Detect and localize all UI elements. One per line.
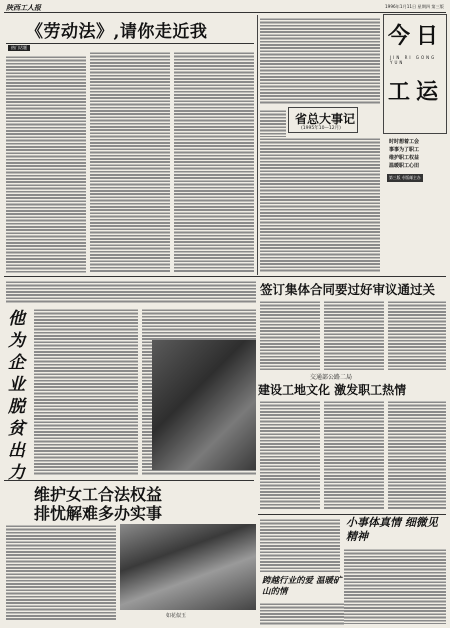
date-line: 1996年1月11日 星期四 第三版	[385, 4, 444, 9]
enterprise-body-top	[6, 280, 256, 304]
title-rule	[6, 43, 254, 44]
construction-kicker: 交通部公路二局	[310, 374, 353, 381]
edition-title-char-3: 工	[388, 79, 411, 105]
divider	[4, 480, 254, 481]
winter-body	[260, 602, 344, 626]
performance-photo	[120, 524, 256, 610]
enterprise-body-left	[34, 308, 138, 476]
article-protect	[6, 482, 256, 622]
construction-body-col3	[388, 400, 446, 510]
article-winter	[260, 576, 344, 626]
edition-pinyin: JIN RI GONG YUN	[390, 55, 437, 65]
article-body-col2	[90, 51, 170, 273]
collective-body-col2	[324, 300, 384, 370]
article-body-col1	[6, 55, 86, 273]
edition-block	[383, 14, 447, 274]
chronicle-body-top	[260, 17, 380, 105]
chronicle-subtitle: (1995年10—12月)	[301, 126, 341, 131]
divider	[258, 514, 446, 515]
enterprise-title: 他为企业脱贫出力	[8, 309, 25, 483]
construction-body-col2	[324, 400, 384, 510]
slogan: 时时想着工会	[389, 139, 420, 145]
chronicle-title-box	[288, 107, 358, 133]
protect-title-line2: 排忧解难多办实事	[34, 504, 163, 523]
edition-title-char-2: 日	[416, 23, 439, 49]
slogan: 事事为了职工	[389, 147, 420, 153]
article-chronicle	[260, 15, 380, 275]
article-title: 《劳动法》,请你走近我	[26, 22, 208, 42]
winter-title: 跨越行业的爱 温暖矿山的情	[262, 576, 342, 597]
news-photo	[152, 340, 256, 470]
editor-line: 第三版 专版邮主办	[389, 175, 421, 180]
collective-title: 签订集体合同要过好审议通过关	[260, 282, 436, 297]
slogan: 维护职工权益	[389, 155, 420, 161]
slogan: 温暖职工心田	[389, 163, 420, 169]
divider	[4, 276, 446, 277]
small-matters-title: 小事体真情 细微见精神	[346, 516, 438, 543]
article-labor-law	[6, 15, 254, 275]
protect-title-line1: 维护女工合法权益	[34, 485, 163, 504]
paper-name: 陕西工人报	[6, 3, 41, 12]
column-rule	[257, 15, 258, 275]
chronicle-body-bottom	[260, 137, 380, 273]
section-tag: 热门话题	[8, 45, 30, 51]
collective-body-col1	[260, 300, 320, 370]
chronicle-body-left	[260, 109, 286, 139]
edition-slogans	[389, 138, 445, 170]
article-collective	[260, 278, 446, 300]
construction-body-col1	[260, 400, 320, 510]
edition-title-char-1: 今	[388, 23, 411, 49]
masthead-divider	[4, 12, 446, 13]
edition-title-char-4: 运	[416, 79, 439, 105]
small-matters-body	[344, 548, 446, 624]
collective-body-col3	[388, 300, 446, 370]
masthead	[4, 2, 446, 12]
chronicle-title: 省总大事记	[295, 112, 356, 126]
article-body-col3	[174, 51, 254, 273]
photo-caption: 如花似玉	[166, 613, 187, 619]
protect-body-col1	[6, 524, 116, 620]
bottom-body-left	[260, 518, 340, 572]
article-construction	[258, 372, 448, 512]
edition-title-box	[383, 14, 447, 134]
construction-title: 建设工地文化 激发职工热情	[258, 383, 407, 397]
